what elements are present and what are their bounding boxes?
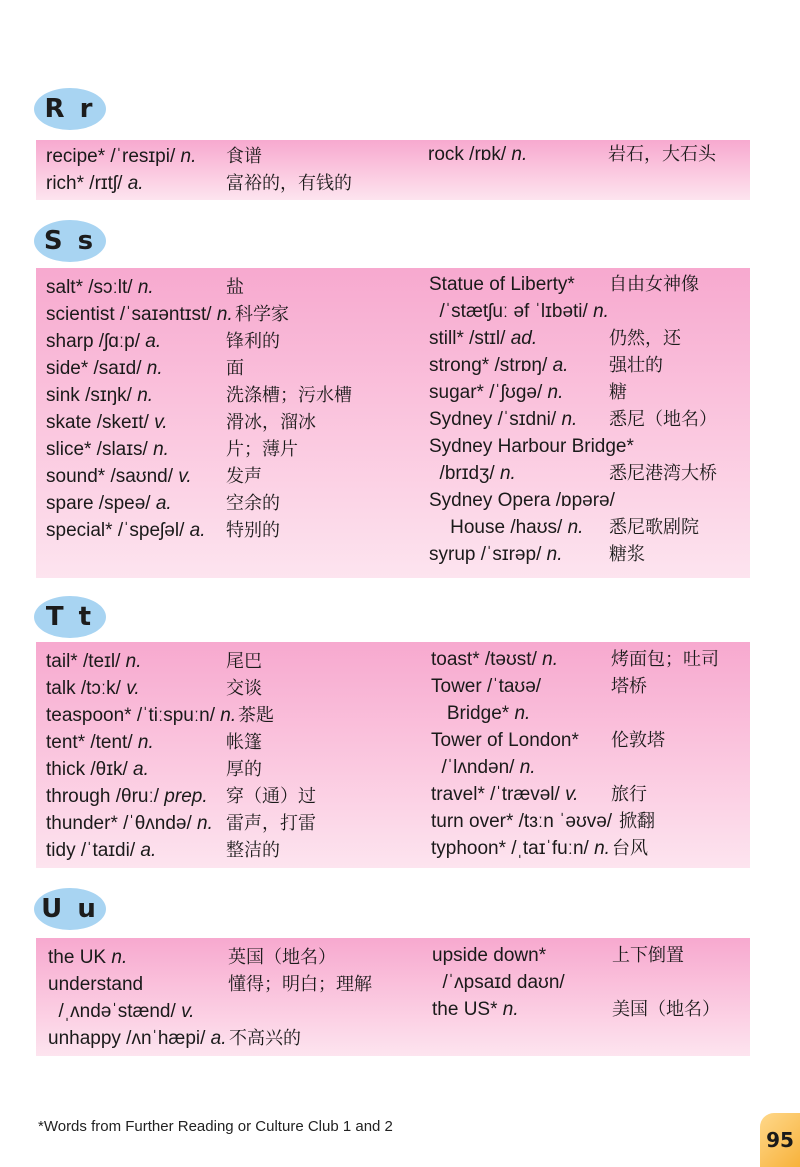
- word-headword: strong* /strɒŋ/: [429, 355, 553, 376]
- word-text: [429, 487, 620, 514]
- word-text: [429, 352, 568, 379]
- part-of-speech: a.: [552, 355, 569, 376]
- word-headword: slice* /slaɪs/: [46, 439, 154, 460]
- word-text: [429, 433, 639, 460]
- chinese-meaning: 穿（通）过: [226, 786, 316, 807]
- word-entry: [419, 487, 749, 514]
- word-text: [46, 436, 169, 463]
- part-of-speech: n.: [593, 301, 609, 322]
- col-right: [421, 646, 751, 862]
- part-of-speech: n.: [594, 838, 610, 859]
- chinese-meaning: 面: [226, 358, 244, 379]
- word-headword: turn over* /tɜːn ˈəʊvə/: [431, 811, 618, 832]
- word-entry: [36, 648, 426, 675]
- word-entry: [421, 700, 751, 727]
- word-entry: [36, 675, 426, 702]
- chinese-meaning: 茶匙: [238, 705, 274, 726]
- word-box-u: [36, 938, 750, 1056]
- chinese-meaning: 岩石，大石头: [608, 144, 716, 165]
- chinese-meaning: 盐: [226, 277, 244, 298]
- word-entry: [36, 729, 426, 756]
- word-headword: the UK: [48, 947, 112, 968]
- word-headword: understand: [48, 974, 149, 995]
- chinese-meaning: 发声: [226, 466, 262, 487]
- word-text: [48, 998, 194, 1025]
- part-of-speech: a.: [155, 493, 172, 514]
- word-text: [46, 274, 154, 301]
- page-number: 95: [760, 1113, 800, 1167]
- word-headword: special* /ˈspeʃəl/: [46, 520, 190, 541]
- part-of-speech: n.: [502, 999, 519, 1020]
- word-entry: [421, 646, 751, 673]
- chinese-meaning: 交谈: [226, 678, 262, 699]
- word-headword: tent* /tent/: [46, 732, 138, 753]
- word-text: [48, 944, 127, 971]
- word-headword: unhappy /ʌnˈhæpi/: [48, 1028, 211, 1049]
- col-left: [36, 648, 426, 864]
- word-text: [46, 170, 144, 197]
- chinese-meaning: 富裕的，有钱的: [226, 173, 352, 194]
- word-headword: travel* /ˈtrævəl/: [431, 784, 566, 805]
- word-entry: [419, 352, 749, 379]
- word-text: [431, 646, 558, 673]
- chinese-meaning: 片；薄片: [226, 439, 298, 460]
- chinese-meaning: 烤面包；吐司: [611, 649, 719, 670]
- chinese-meaning: 滑冰，溜冰: [226, 412, 316, 433]
- part-of-speech: prep.: [164, 786, 208, 807]
- letter-badge-s: S s: [34, 220, 106, 262]
- chinese-meaning: 伦敦塔: [611, 730, 665, 751]
- word-text: [429, 460, 516, 487]
- word-text: [46, 517, 205, 544]
- word-headword: side* /saɪd/: [46, 358, 147, 379]
- word-text: [432, 996, 519, 1023]
- word-entry: [36, 490, 426, 517]
- word-entry: [38, 1025, 428, 1052]
- word-entry: [36, 436, 426, 463]
- word-text: [432, 942, 551, 969]
- word-text: [431, 781, 578, 808]
- word-entry: [36, 756, 426, 783]
- word-text: [428, 141, 527, 168]
- chinese-meaning: 台风: [612, 838, 648, 859]
- word-headword: still* /stɪl/: [429, 328, 511, 349]
- chinese-meaning: 自由女神像: [609, 274, 699, 295]
- word-entry: [419, 325, 749, 352]
- word-text: [48, 1025, 227, 1052]
- word-headword: sugar* /ˈʃʊgə/: [429, 382, 548, 403]
- part-of-speech: n.: [216, 304, 233, 325]
- part-of-speech: n.: [220, 705, 237, 726]
- word-headword: scientist /ˈsaɪəntɪst/: [46, 304, 217, 325]
- word-text: [46, 409, 168, 436]
- part-of-speech: n.: [499, 463, 516, 484]
- word-entry: [36, 517, 426, 544]
- word-entry: [36, 463, 426, 490]
- word-text: [429, 271, 580, 298]
- word-headword: talk /tɔːk/: [46, 678, 127, 699]
- word-headword: tail* /teɪl/: [46, 651, 126, 672]
- word-text: [429, 514, 583, 541]
- word-headword: /brɪdʒ/: [429, 463, 500, 484]
- word-headword: thick /θɪk/: [46, 759, 134, 780]
- word-entry: [36, 409, 426, 436]
- chinese-meaning: 空余的: [226, 493, 280, 514]
- word-headword: sound* /saʊnd/: [46, 466, 179, 487]
- chinese-meaning: 糖浆: [609, 544, 645, 565]
- word-entry: [422, 942, 752, 969]
- word-text: [46, 810, 213, 837]
- word-entry: [418, 141, 748, 168]
- word-headword: rock /rɒk/: [428, 144, 512, 165]
- word-entry: [36, 702, 426, 729]
- word-headword: Sydney /ˈsɪdni/: [429, 409, 562, 430]
- chinese-meaning: 塔桥: [611, 676, 647, 697]
- word-entry: [419, 514, 749, 541]
- word-text: [46, 702, 236, 729]
- word-headword: /ˈstætʃuː əf ˈlɪbəti/: [429, 301, 594, 322]
- word-text: [46, 463, 192, 490]
- word-headword: skate /skeɪt/: [46, 412, 155, 433]
- part-of-speech: n.: [514, 703, 531, 724]
- word-text: [429, 325, 537, 352]
- col-right: [418, 141, 748, 168]
- part-of-speech: a.: [210, 1028, 227, 1049]
- part-of-speech: v.: [178, 466, 192, 487]
- part-of-speech: a.: [127, 173, 144, 194]
- part-of-speech: a.: [140, 840, 157, 861]
- chinese-meaning: 锋利的: [226, 331, 280, 352]
- chinese-meaning: 糖: [609, 382, 627, 403]
- part-of-speech: n.: [125, 651, 142, 672]
- word-entry: [421, 835, 751, 862]
- word-headword: House /haʊs/: [429, 517, 568, 538]
- word-headword: teaspoon* /ˈtiːspuːn/: [46, 705, 221, 726]
- chinese-meaning: 帐篷: [226, 732, 262, 753]
- word-text: [46, 143, 196, 170]
- chinese-meaning: 特别的: [226, 520, 280, 541]
- word-text: [46, 490, 172, 517]
- word-headword: Statue of Liberty*: [429, 274, 581, 295]
- word-entry: [421, 754, 751, 781]
- word-entry: [36, 837, 426, 864]
- part-of-speech: n.: [561, 409, 578, 430]
- part-of-speech: n.: [511, 144, 528, 165]
- word-headword: upside down*: [432, 945, 552, 966]
- word-entry: [38, 944, 428, 971]
- chinese-meaning: 整洁的: [226, 840, 280, 861]
- chinese-meaning: 食谱: [226, 146, 262, 167]
- word-headword: thunder* /ˈθʌndə/: [46, 813, 198, 834]
- chinese-meaning: 洗涤槽；污水槽: [226, 385, 352, 406]
- footnote: *Words from Further Reading or Culture Club 1 and 2: [38, 1118, 393, 1135]
- part-of-speech: n.: [519, 757, 536, 778]
- word-text: [46, 675, 140, 702]
- word-entry: [36, 328, 426, 355]
- part-of-speech: n.: [137, 277, 154, 298]
- part-of-speech: n.: [567, 517, 584, 538]
- word-entry: [36, 355, 426, 382]
- word-entry: [421, 781, 751, 808]
- word-entry: [36, 170, 426, 197]
- word-entry: [36, 783, 426, 810]
- col-left: [36, 143, 426, 197]
- part-of-speech: n.: [111, 947, 128, 968]
- chinese-meaning: 悉尼（地名）: [609, 409, 717, 430]
- part-of-speech: n.: [137, 385, 154, 406]
- part-of-speech: n.: [180, 146, 197, 167]
- col-left: [38, 944, 428, 1052]
- part-of-speech: n.: [137, 732, 154, 753]
- word-text: [431, 754, 536, 781]
- word-headword: /ˌʌndəˈstænd/: [48, 1001, 182, 1022]
- word-headword: /ˈʌpsaɪd daʊn/: [432, 972, 570, 993]
- part-of-speech: n.: [146, 358, 163, 379]
- word-entry: [36, 274, 426, 301]
- word-entry: [422, 996, 752, 1023]
- word-text: [429, 541, 563, 568]
- word-headword: Sydney Harbour Bridge*: [429, 436, 640, 457]
- part-of-speech: a.: [145, 331, 162, 352]
- word-entry: [36, 382, 426, 409]
- word-headword: Tower of London*: [431, 730, 585, 751]
- word-text: [431, 727, 584, 754]
- word-text: [431, 673, 546, 700]
- part-of-speech: n.: [542, 649, 558, 670]
- word-entry: [38, 998, 428, 1025]
- word-headword: tidy /ˈtaɪdi/: [46, 840, 141, 861]
- word-entry: [36, 301, 426, 328]
- letter-badge-r: R r: [34, 88, 106, 130]
- word-text: [429, 379, 563, 406]
- part-of-speech: n.: [197, 813, 213, 834]
- chinese-meaning: 悉尼港湾大桥: [609, 463, 717, 484]
- word-text: [429, 298, 609, 325]
- word-entry: [419, 271, 749, 298]
- part-of-speech: v.: [565, 784, 579, 805]
- chinese-meaning: 英国（地名）: [228, 947, 336, 968]
- word-entry: [419, 298, 749, 325]
- chinese-meaning: 尾巴: [226, 651, 262, 672]
- word-text: [46, 382, 153, 409]
- word-text: [46, 756, 149, 783]
- word-entry: [419, 379, 749, 406]
- word-text: [46, 729, 154, 756]
- word-headword: Bridge*: [431, 703, 515, 724]
- part-of-speech: v.: [154, 412, 168, 433]
- word-text: [46, 837, 156, 864]
- chinese-meaning: 不高兴的: [229, 1028, 301, 1049]
- word-headword: sink /sɪŋk/: [46, 385, 138, 406]
- word-headword: rich* /rɪtʃ/: [46, 173, 128, 194]
- chinese-meaning: 掀翻: [619, 811, 655, 832]
- word-headword: recipe* /ˈresɪpi/: [46, 146, 181, 167]
- word-entry: [419, 433, 749, 460]
- part-of-speech: a.: [133, 759, 149, 780]
- word-headword: spare /speə/: [46, 493, 156, 514]
- word-text: [46, 783, 208, 810]
- word-box-r: [36, 140, 750, 200]
- word-headword: typhoon* /ˌtaɪˈfuːn/: [431, 838, 595, 859]
- part-of-speech: v.: [126, 678, 140, 699]
- word-entry: [421, 808, 751, 835]
- word-entry: [36, 143, 426, 170]
- chinese-meaning: 上下倒置: [612, 945, 684, 966]
- chinese-meaning: 美国（地名）: [612, 999, 720, 1020]
- word-entry: [419, 541, 749, 568]
- word-headword: through /θruː/: [46, 786, 165, 807]
- chinese-meaning: 科学家: [235, 304, 289, 325]
- word-headword: Sydney Opera /ɒpərə/: [429, 490, 621, 511]
- part-of-speech: n.: [153, 439, 169, 460]
- word-text: [46, 328, 161, 355]
- word-entry: [421, 727, 751, 754]
- word-text: [46, 648, 142, 675]
- chinese-meaning: 旅行: [611, 784, 647, 805]
- word-headword: the US*: [432, 999, 503, 1020]
- word-text: [46, 301, 233, 328]
- word-text: [431, 808, 617, 835]
- word-headword: syrup /ˈsɪrəp/: [429, 544, 547, 565]
- word-entry: [419, 406, 749, 433]
- col-left: [36, 274, 426, 544]
- chinese-meaning: 仍然，还: [609, 328, 681, 349]
- part-of-speech: v.: [181, 1001, 195, 1022]
- letter-badge-t: T t: [34, 596, 106, 638]
- word-text: [46, 355, 163, 382]
- letter-badge-u: U u: [34, 888, 106, 930]
- word-headword: Tower /ˈtaʊə/: [431, 676, 547, 697]
- part-of-speech: n.: [547, 382, 564, 403]
- word-entry: [421, 673, 751, 700]
- word-text: [432, 969, 570, 996]
- part-of-speech: n.: [546, 544, 563, 565]
- chinese-meaning: 厚的: [226, 759, 262, 780]
- word-text: [429, 406, 577, 433]
- word-headword: /ˈlʌndən/: [431, 757, 520, 778]
- part-of-speech: ad.: [510, 328, 538, 349]
- word-box-t: [36, 642, 750, 868]
- word-box-s: [36, 268, 750, 578]
- word-headword: salt* /sɔːlt/: [46, 277, 138, 298]
- col-right: [419, 271, 749, 568]
- col-right: [422, 942, 752, 1023]
- word-headword: toast* /təʊst/: [431, 649, 543, 670]
- chinese-meaning: 悉尼歌剧院: [609, 517, 699, 538]
- chinese-meaning: 懂得；明白；理解: [228, 974, 372, 995]
- chinese-meaning: 雷声，打雷: [226, 813, 316, 834]
- word-text: [48, 971, 148, 998]
- chinese-meaning: 强壮的: [609, 355, 663, 376]
- word-entry: [36, 810, 426, 837]
- word-entry: [38, 971, 428, 998]
- word-text: [431, 700, 530, 727]
- part-of-speech: a.: [189, 520, 206, 541]
- word-entry: [419, 460, 749, 487]
- word-entry: [422, 969, 752, 996]
- word-text: [431, 835, 610, 862]
- word-headword: sharp /ʃɑːp/: [46, 331, 146, 352]
